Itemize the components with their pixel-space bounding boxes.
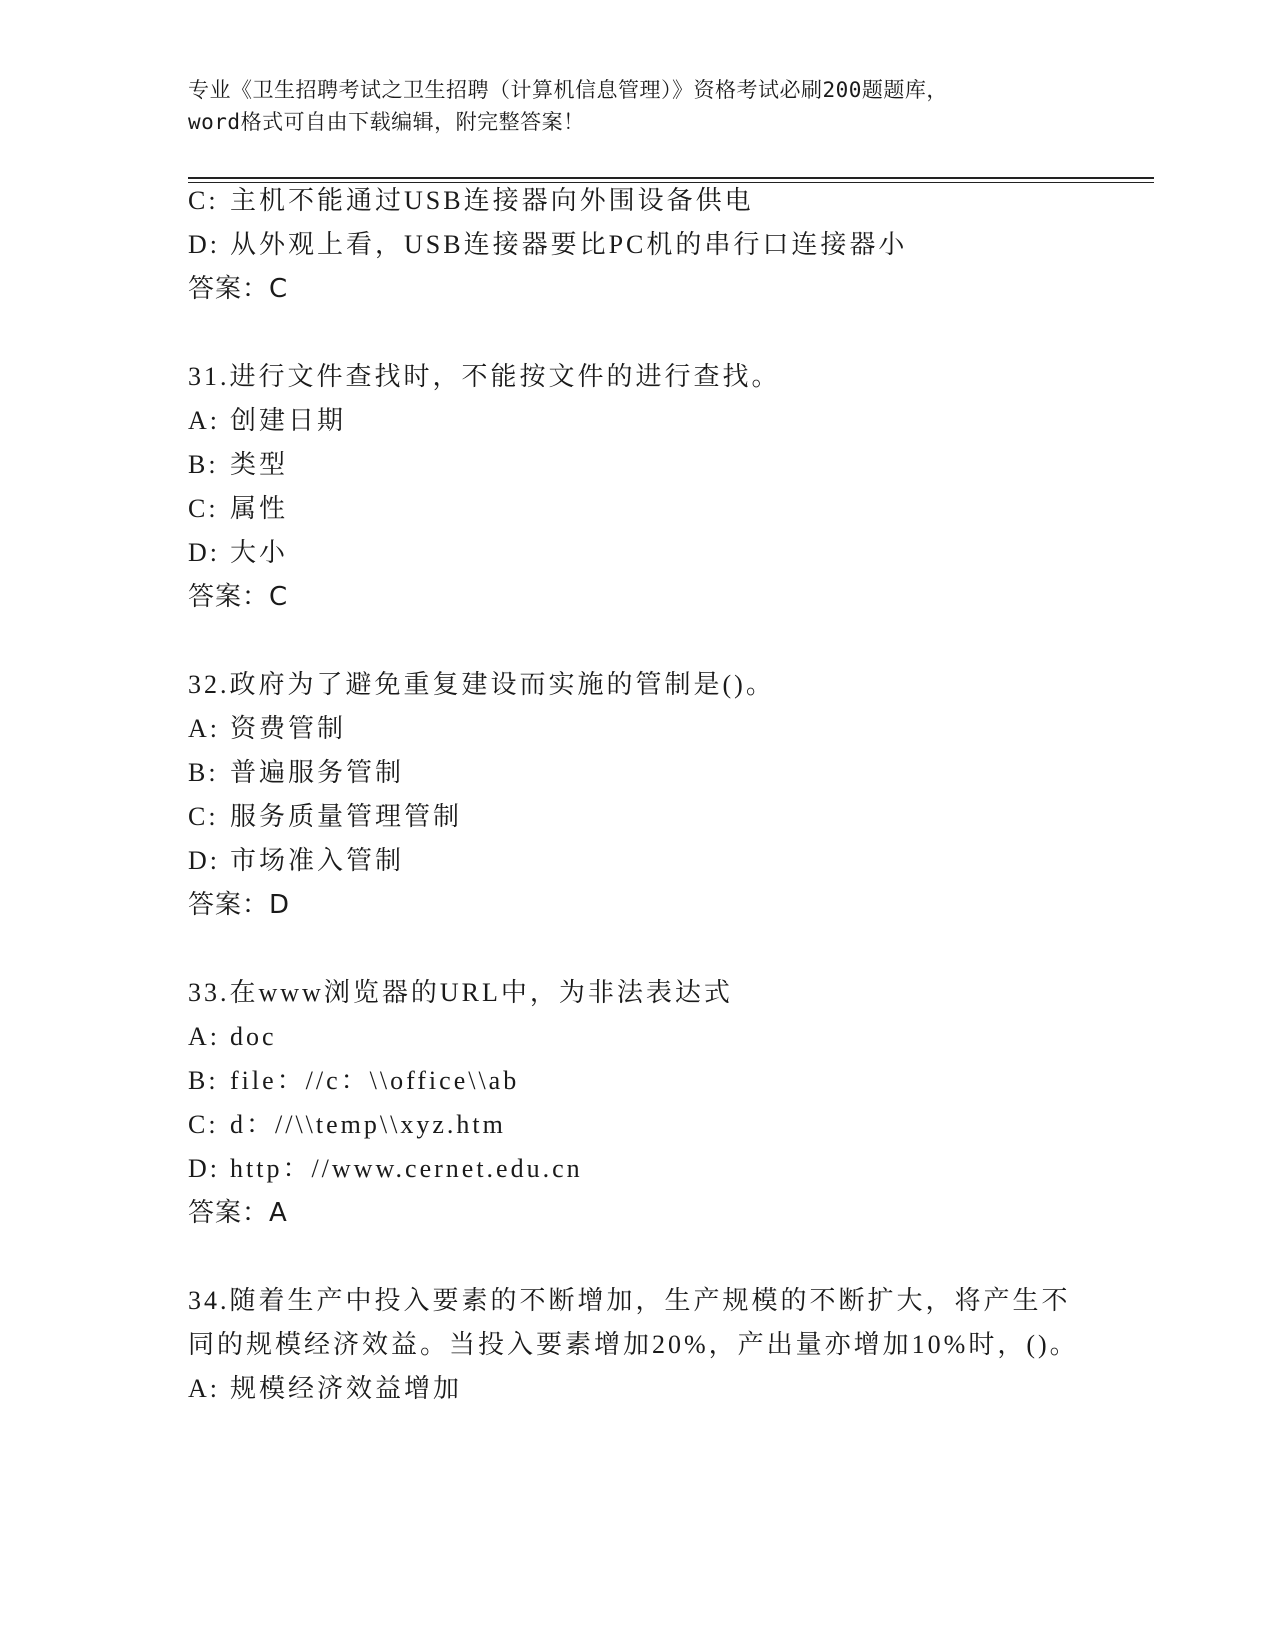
header-line-1: 专业《卫生招聘考试之卫生招聘（计算机信息管理）》资格考试必刷200题题库， (188, 78, 948, 102)
header-divider-thick (188, 177, 1154, 179)
option-text: 市场准入管制 (230, 846, 405, 875)
option-text: http：//www.cernet.edu.cn (230, 1154, 583, 1183)
option-text: 资费管制 (230, 714, 347, 743)
option-text: 类型 (230, 450, 289, 479)
option-line (188, 844, 404, 878)
option-line (188, 404, 346, 438)
answer-line: 答案：C (188, 274, 289, 304)
option-text: 创建日期 (230, 406, 347, 435)
option-key: C: (188, 1110, 219, 1139)
option-text: 规模经济效益增加 (230, 1374, 463, 1403)
header-divider-thin (188, 182, 1154, 183)
option-line (188, 448, 288, 482)
option-line (188, 1020, 277, 1054)
option-text: 从外观上看，USB连接器要比PC机的串行口连接器小 (230, 230, 908, 259)
option-text: 普遍服务管制 (230, 758, 405, 787)
question-stem: 31.进行文件查找时，不能按文件的进行查找。 (188, 362, 781, 391)
option-text: d：//\\temp\\xyz.htm (230, 1110, 506, 1139)
option-line (188, 1372, 462, 1406)
option-line (188, 1064, 519, 1098)
option-line (188, 228, 907, 262)
option-line (188, 800, 462, 834)
option-key: B: (188, 450, 219, 479)
option-key: D: (188, 846, 220, 875)
option-key: B: (188, 1066, 219, 1095)
option-line (188, 1108, 506, 1142)
document-header (188, 74, 1088, 138)
option-line (188, 712, 346, 746)
option-text: 属性 (230, 494, 289, 523)
option-key: D: (188, 1154, 220, 1183)
option-line (188, 492, 288, 526)
option-key: D: (188, 538, 220, 567)
option-key: A: (188, 406, 220, 435)
answer-line: 答案：C (188, 582, 289, 612)
option-key: C: (188, 494, 219, 523)
option-line (188, 184, 754, 218)
answer-line: 答案：D (188, 890, 291, 920)
question-stem: 32.政府为了避免重复建设而实施的管制是()。 (188, 670, 775, 699)
option-line (188, 536, 288, 570)
header-line-2: word格式可自由下载编辑，附完整答案！ (188, 110, 585, 134)
option-key: A: (188, 1374, 220, 1403)
option-key: C: (188, 802, 219, 831)
option-key: D: (188, 230, 220, 259)
option-key: A: (188, 714, 220, 743)
option-text: 主机不能通过USB连接器向外围设备供电 (230, 186, 754, 215)
option-line (188, 756, 404, 790)
option-text: 大小 (230, 538, 289, 567)
question-stem: 34.随着生产中投入要素的不断增加，生产规模的不断扩大，将产生不 (188, 1286, 1071, 1315)
question-stem-continued: 同的规模经济效益。当投入要素增加20%，产出量亦增加10%时，()。 (188, 1330, 1079, 1359)
option-text: 服务质量管理管制 (230, 802, 463, 831)
option-line (188, 1152, 583, 1186)
option-key: A: (188, 1022, 220, 1051)
option-text: doc (230, 1022, 277, 1051)
option-key: C: (188, 186, 219, 215)
option-text: file：//c：\\office\\ab (230, 1066, 520, 1095)
option-key: B: (188, 758, 219, 787)
answer-line: 答案：A (188, 1198, 288, 1228)
question-stem: 33.在www浏览器的URL中，为非法表达式 (188, 978, 733, 1007)
